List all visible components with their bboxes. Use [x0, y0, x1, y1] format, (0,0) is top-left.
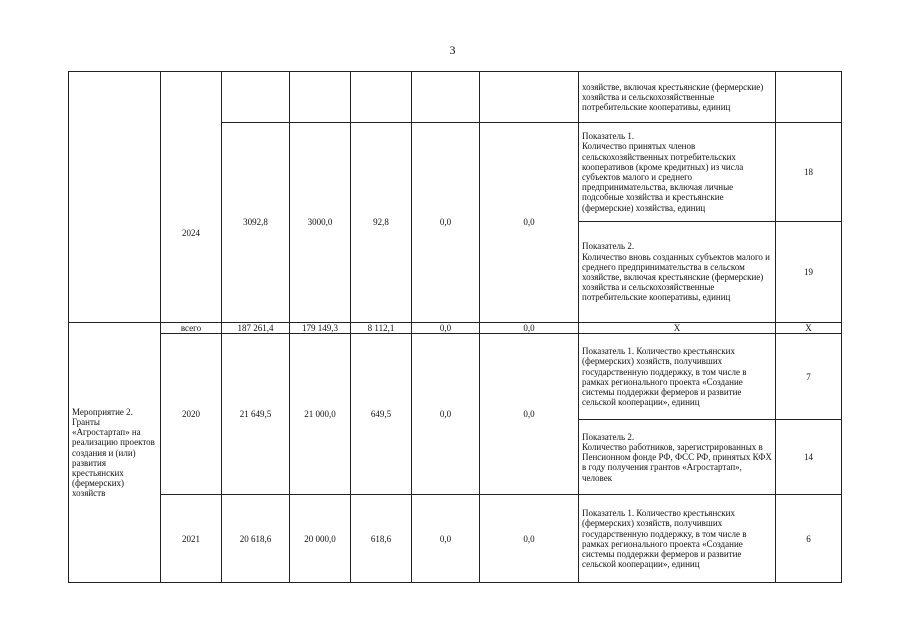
cell-blank	[480, 72, 579, 123]
value-cell: 7	[776, 334, 842, 420]
federal-cell: 21 000,0	[290, 334, 351, 495]
local-cell: 0,0	[412, 495, 480, 583]
value-cell: Х	[776, 323, 842, 334]
federal-cell: 3000,0	[290, 123, 351, 323]
federal-cell: 20 000,0	[290, 495, 351, 583]
year-cell: всего	[161, 323, 222, 334]
regional-cell: 8 112,1	[351, 323, 412, 334]
total-cell: 20 618,6	[222, 495, 290, 583]
total-cell: 3092,8	[222, 123, 290, 323]
value-cell: 6	[776, 495, 842, 583]
local-cell: 0,0	[412, 334, 480, 495]
indicator-cell: хозяйстве, включая крестьянские (фермерские) хозяйства и сельскохозяйственные потребительские кооперативы, единиц	[579, 72, 776, 123]
table-row	[69, 495, 842, 583]
indicator-cell: Показатель 1. Количество крестьянских (фермерских) хозяйств, получивших государственную поддержку, в том числе в рамках регионального проекта «Создание системы поддержки фермеров и развитие сельской кооперации», единиц	[579, 334, 776, 420]
table-row	[69, 72, 842, 123]
indicator-cell: Показатель 2. Количество вновь созданных субъектов малого и среднего предпринимательства в сельском хозяйстве, включая крестьянские (фермерские) хозяйства и сельскохозяйственные потребительские кооперативы, единиц	[579, 222, 776, 323]
other-cell: 0,0	[480, 334, 579, 495]
other-cell: 0,0	[480, 495, 579, 583]
other-cell: 0,0	[480, 323, 579, 334]
federal-cell: 179 149,3	[290, 323, 351, 334]
value-cell-blank	[776, 72, 842, 123]
total-cell: 21 649,5	[222, 334, 290, 495]
indicator-cell: Показатель 1. Количество крестьянских (фермерских) хозяйств, получивших государственную поддержку, в том числе в рамках регионального проекта «Создание системы поддержки фермеров и развитие сельской кооперации», единиц	[579, 495, 776, 583]
cell-blank	[290, 72, 351, 123]
cell-blank	[222, 72, 290, 123]
program-table	[68, 71, 842, 583]
year-cell: 2020	[161, 334, 222, 495]
cell-blank	[351, 72, 412, 123]
regional-cell: 92,8	[351, 123, 412, 323]
indicator-cell: Х	[579, 323, 776, 334]
value-cell: 18	[776, 123, 842, 222]
table-row	[69, 334, 842, 420]
indicator-cell: Показатель 1. Количество принятых членов сельскохозяйственных потребительских кооперативов (кроме кредитных) из числа субъектов малого и среднего предпринимательства, включая личные подсобные хозяйства и крестьянские (фермерские) хозяйства, единиц	[579, 123, 776, 222]
other-cell: 0,0	[480, 123, 579, 323]
event-name-cell: Мероприятие 2. Гранты «Агростартап» на реализацию проектов создания и (или) развития крестьянских (фермерских) хозяйств	[69, 323, 161, 583]
value-cell: 14	[776, 420, 842, 495]
local-cell: 0,0	[412, 323, 480, 334]
table-row	[69, 323, 842, 334]
indicator-cell: Показатель 2. Количество работников, зарегистрированных в Пенсионном фонде РФ, ФСС РФ, принятых КФХ в году получения грантов «Агростартап», человек	[579, 420, 776, 495]
value-cell: 19	[776, 222, 842, 323]
cell-blank	[412, 72, 480, 123]
total-cell: 187 261,4	[222, 323, 290, 334]
regional-cell: 649,5	[351, 334, 412, 495]
event-cell-continuation	[69, 72, 161, 323]
year-cell: 2024	[161, 72, 222, 323]
year-cell: 2021	[161, 495, 222, 583]
regional-cell: 618,6	[351, 495, 412, 583]
local-cell: 0,0	[412, 123, 480, 323]
page-number: 3	[449, 43, 456, 57]
